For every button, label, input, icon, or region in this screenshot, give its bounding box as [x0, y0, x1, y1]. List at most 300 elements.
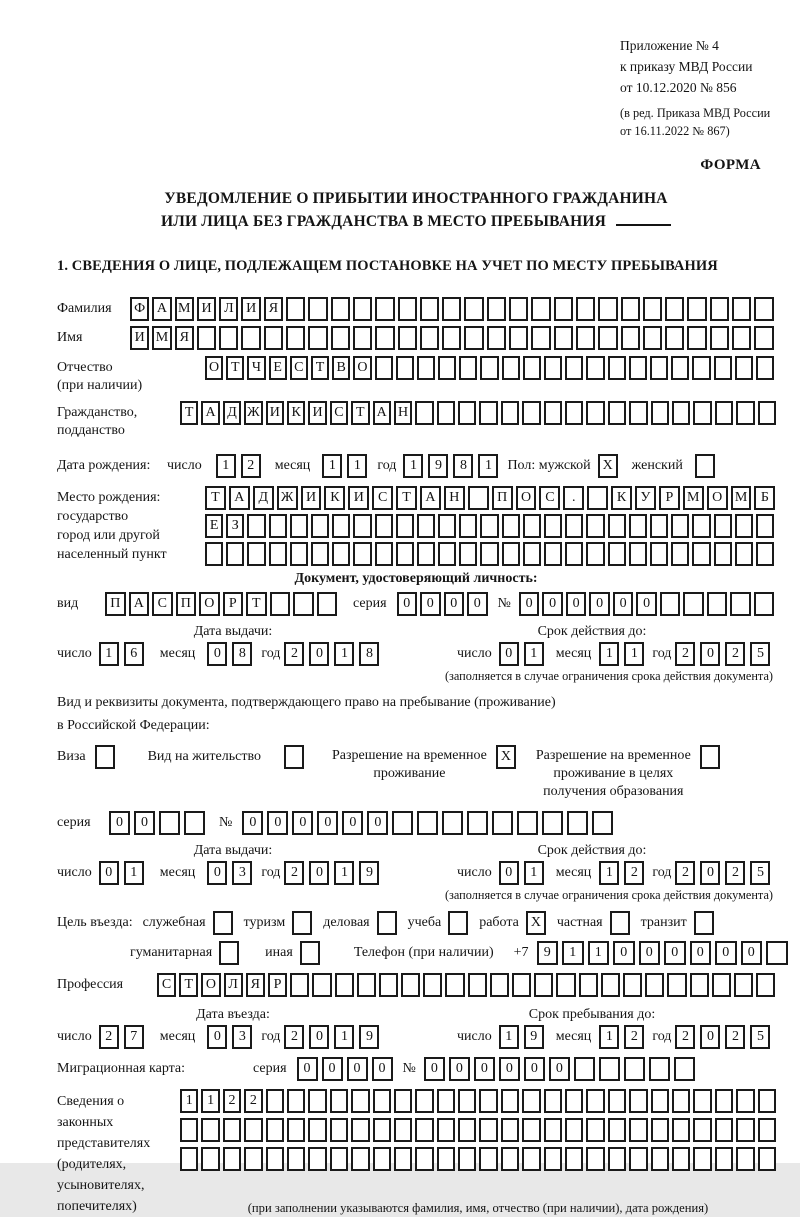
char-cell	[312, 973, 331, 997]
char-cell	[517, 811, 538, 835]
char-cell: 8	[359, 642, 379, 666]
char-cell	[487, 297, 506, 321]
char-cell	[692, 514, 710, 538]
char-cell	[754, 297, 773, 321]
char-cell	[665, 326, 684, 350]
stay-until-date	[409, 1025, 775, 1049]
char-cell: А	[373, 401, 391, 425]
char-cell: 0	[207, 861, 227, 885]
char-cell	[766, 941, 788, 965]
char-cell	[651, 1147, 669, 1171]
char-cell: Е	[205, 514, 223, 538]
char-cell: 0	[499, 861, 519, 885]
char-cell: Р	[268, 973, 287, 997]
char-cell: 1	[322, 454, 342, 478]
phone-boxes	[537, 941, 788, 965]
char-cell: Л	[219, 297, 238, 321]
char-cell	[629, 401, 647, 425]
purpose-option-checkbox	[694, 911, 714, 935]
char-cell	[586, 1089, 604, 1113]
char-cell	[735, 356, 753, 380]
representatives-boxes-row2	[180, 1118, 776, 1142]
char-cell	[375, 514, 393, 538]
char-cell	[586, 1118, 604, 1142]
char-cell: 0	[549, 1057, 570, 1081]
char-cell: О	[201, 973, 220, 997]
char-cell	[601, 973, 620, 997]
char-cell	[442, 297, 461, 321]
char-cell	[756, 542, 774, 566]
field-row-purpose2-phone	[57, 941, 775, 965]
char-cell	[420, 326, 439, 350]
char-cell	[308, 326, 327, 350]
char-cell	[415, 1147, 433, 1171]
char-cell: 1	[403, 454, 423, 478]
char-cell	[317, 592, 338, 616]
purpose-option	[408, 911, 469, 935]
form-title-line2	[57, 210, 775, 233]
char-cell	[714, 542, 732, 566]
char-cell	[270, 592, 291, 616]
char-cell	[522, 1089, 540, 1113]
visa-label: Виза	[57, 748, 86, 764]
char-cell: 0	[499, 642, 519, 666]
entry-date-heading: Дата въезда:	[196, 1006, 270, 1022]
char-cell: К	[287, 401, 305, 425]
char-cell	[565, 1118, 583, 1142]
char-cell	[223, 1147, 241, 1171]
temp-residence-education-option	[536, 745, 720, 801]
purpose-option-label: учеба	[407, 914, 442, 930]
residence-permit-checkbox	[284, 745, 304, 769]
temp-residence-label-l2: проживание	[373, 765, 446, 781]
char-cell: 2	[675, 1025, 695, 1049]
char-cell	[492, 811, 513, 835]
char-cell: 2	[284, 861, 304, 885]
residence-issue-date	[57, 861, 409, 885]
representatives-label-l3: представителях	[57, 1135, 151, 1151]
year-label: год	[261, 864, 281, 880]
entry-dates-row	[57, 1025, 775, 1049]
char-cell	[437, 401, 455, 425]
representatives-boxes-row3	[180, 1147, 776, 1171]
char-cell	[201, 1118, 219, 1142]
char-cell	[479, 1118, 497, 1142]
char-cell	[565, 1147, 583, 1171]
char-cell: 3	[232, 861, 252, 885]
char-cell	[624, 1057, 645, 1081]
section1-heading: 1. СВЕДЕНИЯ О ЛИЦЕ, ПОДЛЕЖАЩЕМ ПОСТАНОВКЕ НА УЧЕТ ПО МЕСТУ ПРЕБЫВАНИЯ	[57, 258, 718, 275]
char-cell	[758, 1118, 776, 1142]
year-label: год	[652, 1028, 672, 1044]
char-cell	[398, 326, 417, 350]
residence-doc-options	[57, 745, 775, 801]
stay-until-heading: Срок пребывания до:	[528, 1006, 656, 1022]
char-cell	[392, 811, 413, 835]
char-cell: 1	[334, 642, 354, 666]
doc-issue-month-boxes	[207, 642, 252, 666]
char-cell: И	[266, 401, 284, 425]
char-cell	[671, 542, 689, 566]
purpose-option	[323, 911, 396, 935]
char-cell	[565, 401, 583, 425]
char-cell	[501, 1089, 519, 1113]
sex-female-checkbox	[695, 454, 715, 478]
char-cell: В	[332, 356, 350, 380]
char-cell	[351, 1089, 369, 1113]
char-cell	[672, 1118, 690, 1142]
char-cell: 0	[309, 861, 329, 885]
char-cell: К	[324, 486, 345, 510]
char-cell: 5	[750, 1025, 770, 1049]
char-cell	[522, 1147, 540, 1171]
char-cell: 0	[292, 811, 313, 835]
char-cell	[565, 356, 583, 380]
representatives-label-l6: попечителях)	[57, 1198, 137, 1214]
char-cell	[586, 401, 604, 425]
char-cell: Я	[175, 326, 194, 350]
char-cell	[293, 592, 314, 616]
char-cell	[502, 542, 520, 566]
char-cell	[332, 542, 350, 566]
field-row-migration-card	[57, 1057, 775, 1081]
char-cell: 0	[700, 642, 720, 666]
char-cell: 1	[599, 642, 619, 666]
char-cell	[608, 356, 626, 380]
char-cell: А	[201, 401, 219, 425]
char-cell	[645, 973, 664, 997]
char-cell	[692, 356, 710, 380]
residence-issue-year-boxes	[284, 861, 379, 885]
char-cell: 9	[359, 1025, 379, 1049]
char-cell: 0	[499, 1057, 520, 1081]
char-cell	[735, 514, 753, 538]
purpose-option-label: частная	[556, 914, 603, 930]
char-cell	[643, 326, 662, 350]
char-cell: 0	[700, 861, 720, 885]
char-cell	[311, 514, 329, 538]
birthplace-boxes-row3	[205, 542, 775, 566]
char-cell	[479, 401, 497, 425]
residence-issue-month-boxes	[207, 861, 252, 885]
char-cell	[180, 1147, 198, 1171]
char-cell	[586, 542, 604, 566]
char-cell	[629, 542, 647, 566]
char-cell: 0	[524, 1057, 545, 1081]
char-cell	[266, 1089, 284, 1113]
temp-residence-education-label-l2: проживание в целях	[553, 765, 674, 781]
citizenship-boxes	[180, 401, 776, 425]
month-label: месяц	[274, 458, 311, 474]
char-cell: 0	[566, 592, 587, 616]
char-cell	[241, 326, 260, 350]
char-cell: 3	[232, 1025, 252, 1049]
month-label: месяц	[159, 646, 196, 662]
char-cell: 7	[124, 1025, 144, 1049]
char-cell: Д	[223, 401, 241, 425]
char-cell: 8	[453, 454, 473, 478]
char-cell: 0	[347, 1057, 368, 1081]
char-cell: С	[330, 401, 348, 425]
char-cell	[480, 356, 498, 380]
char-cell: 0	[207, 1025, 227, 1049]
char-cell: Т	[205, 486, 226, 510]
purpose-options	[143, 911, 714, 935]
char-cell	[330, 1147, 348, 1171]
char-cell	[353, 514, 371, 538]
char-cell	[715, 1147, 733, 1171]
char-cell	[442, 326, 461, 350]
birthdate-label: Дата рождения:	[57, 458, 151, 474]
char-cell	[353, 542, 371, 566]
char-cell	[464, 297, 483, 321]
residence-valid-month-boxes	[599, 861, 644, 885]
char-cell: И	[130, 326, 149, 350]
doc-type-boxes	[105, 592, 337, 616]
char-cell	[437, 1089, 455, 1113]
char-cell: О	[707, 486, 728, 510]
char-cell	[693, 1089, 711, 1113]
profession-boxes	[157, 973, 775, 997]
form-title-line1: УВЕДОМЛЕНИЕ О ПРИБЫТИИ ИНОСТРАННОГО ГРАЖДАНИНА	[164, 189, 668, 207]
char-cell	[331, 297, 350, 321]
char-cell	[671, 514, 689, 538]
char-cell: 1	[599, 861, 619, 885]
char-cell: 2	[725, 861, 745, 885]
char-cell	[544, 514, 562, 538]
char-cell	[420, 297, 439, 321]
temp-residence-education-checkbox	[700, 745, 720, 769]
char-cell	[544, 542, 562, 566]
char-cell	[415, 1118, 433, 1142]
citizenship-label-l1: Гражданство,	[57, 405, 138, 421]
char-cell: 0	[242, 811, 263, 835]
field-row-birthplace	[57, 486, 775, 566]
purpose-option-label: туризм	[243, 914, 286, 930]
birthplace-label-l3: город или другой	[57, 528, 160, 544]
patronymic-label	[57, 356, 205, 395]
purpose-option	[479, 911, 546, 935]
field-row-surname	[57, 297, 775, 321]
char-cell	[308, 297, 327, 321]
field-row-name	[57, 326, 775, 350]
char-cell: О	[199, 592, 220, 616]
char-cell: С	[290, 356, 308, 380]
phone-prefix: +7	[513, 944, 529, 960]
residence-valid-date	[409, 861, 775, 885]
residence-issue-day-boxes	[99, 861, 144, 885]
char-cell: С	[372, 486, 393, 510]
char-cell	[290, 542, 308, 566]
residence-line1: Вид и реквизиты документа, подтверждающего право на пребывание (проживание)	[57, 695, 556, 711]
representatives-label-l2: законных	[57, 1114, 114, 1130]
char-cell	[736, 401, 754, 425]
char-cell	[247, 514, 265, 538]
char-cell: П	[176, 592, 197, 616]
char-cell: 1	[524, 861, 544, 885]
char-cell	[544, 1118, 562, 1142]
char-cell: 1	[201, 1089, 219, 1113]
char-cell	[501, 1147, 519, 1171]
doc-dates-headings	[57, 624, 775, 640]
doc-issue-year-boxes	[284, 642, 379, 666]
char-cell	[608, 401, 626, 425]
char-cell: 1	[216, 454, 236, 478]
birthplace-box-rows	[205, 486, 775, 566]
temp-residence-option	[332, 745, 516, 783]
char-cell	[586, 514, 604, 538]
char-cell	[373, 1118, 391, 1142]
char-cell	[375, 297, 394, 321]
migration-seria-label: серия	[253, 1060, 287, 1076]
char-cell	[629, 1089, 647, 1113]
char-cell	[415, 1089, 433, 1113]
char-cell	[479, 1147, 497, 1171]
char-cell	[438, 514, 456, 538]
surname-label: Фамилия	[57, 301, 112, 317]
char-cell: 0	[297, 1057, 318, 1081]
purpose-option-label: транзит	[640, 914, 687, 930]
field-row-profession	[57, 973, 775, 997]
birthplace-label	[57, 486, 205, 564]
char-cell	[159, 811, 180, 835]
char-cell	[598, 297, 617, 321]
residence-dates-row	[57, 861, 775, 885]
char-cell: Р	[659, 486, 680, 510]
char-cell	[398, 297, 417, 321]
char-cell	[523, 542, 541, 566]
char-cell	[531, 326, 550, 350]
char-cell: .	[563, 486, 584, 510]
char-cell	[586, 1147, 604, 1171]
residence-seria-boxes	[109, 811, 205, 835]
char-cell	[736, 1147, 754, 1171]
temp-residence-education-label-l3: получения образования	[543, 783, 684, 799]
char-cell	[674, 1057, 695, 1081]
title-blank-line	[616, 224, 671, 226]
char-cell	[712, 973, 731, 997]
char-cell: 1	[562, 941, 584, 965]
char-cell: 9	[524, 1025, 544, 1049]
char-cell	[690, 973, 709, 997]
char-cell: 0	[342, 811, 363, 835]
char-cell	[396, 514, 414, 538]
birthplace-label-l2: государство	[57, 509, 129, 525]
patronymic-label-l1: Отчество	[57, 360, 113, 376]
char-cell: 9	[359, 861, 379, 885]
char-cell	[608, 514, 626, 538]
char-cell	[650, 514, 668, 538]
char-cell	[576, 297, 595, 321]
char-cell	[219, 326, 238, 350]
doc-valid-heading: Срок действия до:	[537, 624, 647, 640]
char-cell	[244, 1118, 262, 1142]
purpose-option	[265, 941, 320, 965]
char-cell: 0	[267, 811, 288, 835]
purpose-option-checkbox	[300, 941, 320, 965]
char-cell	[308, 1118, 326, 1142]
char-cell	[287, 1147, 305, 1171]
char-cell	[531, 297, 550, 321]
birth-month-boxes	[322, 454, 367, 478]
char-cell	[660, 592, 681, 616]
char-cell: 0	[700, 1025, 720, 1049]
char-cell	[330, 1089, 348, 1113]
char-cell: 0	[636, 592, 657, 616]
purpose-option-label: работа	[479, 914, 519, 930]
char-cell	[501, 1118, 519, 1142]
char-cell	[687, 297, 706, 321]
char-cell	[730, 592, 751, 616]
char-cell	[667, 973, 686, 997]
sex-male-checkbox: X	[598, 454, 618, 478]
char-cell: И	[197, 297, 216, 321]
char-cell	[467, 811, 488, 835]
day-label: число	[57, 646, 92, 662]
char-cell: Н	[444, 486, 465, 510]
char-cell	[458, 1089, 476, 1113]
char-cell	[330, 1118, 348, 1142]
char-cell	[565, 514, 583, 538]
char-cell: 0	[134, 811, 155, 835]
char-cell	[715, 1089, 733, 1113]
char-cell	[734, 973, 753, 997]
char-cell	[629, 514, 647, 538]
char-cell: 0	[99, 861, 119, 885]
char-cell	[394, 1089, 412, 1113]
name-label: Имя	[57, 330, 83, 346]
stay-month-boxes	[599, 1025, 644, 1049]
residence-permit-option	[148, 745, 304, 769]
char-cell	[509, 297, 528, 321]
profession-label: Профессия	[57, 976, 124, 992]
temp-residence-label	[332, 745, 487, 783]
char-cell	[576, 326, 595, 350]
char-cell: 2	[624, 1025, 644, 1049]
identity-doc-heading: Документ, удостоверяющий личность:	[294, 571, 538, 587]
char-cell: 2	[244, 1089, 262, 1113]
char-cell: 1	[347, 454, 367, 478]
doc-seria-label: серия	[353, 596, 387, 612]
migration-seria-boxes	[297, 1057, 393, 1081]
surname-boxes	[130, 297, 774, 321]
char-cell: Л	[224, 973, 243, 997]
char-cell	[649, 1057, 670, 1081]
purpose-option-checkbox	[292, 911, 312, 935]
day-label: число	[57, 1028, 92, 1044]
day-label: число	[457, 1028, 492, 1044]
purpose-option-checkbox	[448, 911, 468, 935]
migration-number-label: №	[402, 1060, 416, 1076]
char-cell	[437, 1118, 455, 1142]
field-row-birthdate	[57, 454, 775, 478]
char-cell: Ч	[247, 356, 265, 380]
char-cell	[332, 514, 350, 538]
migration-number-boxes	[424, 1057, 695, 1081]
char-cell: 0	[322, 1057, 343, 1081]
char-cell: М	[175, 297, 194, 321]
temp-residence-education-label	[536, 745, 691, 801]
char-cell: 9	[428, 454, 448, 478]
char-cell	[417, 542, 435, 566]
char-cell	[599, 1057, 620, 1081]
char-cell	[353, 297, 372, 321]
char-cell	[459, 514, 477, 538]
char-cell	[672, 1089, 690, 1113]
char-cell	[758, 401, 776, 425]
visa-option	[57, 745, 115, 769]
char-cell: 2	[624, 861, 644, 885]
